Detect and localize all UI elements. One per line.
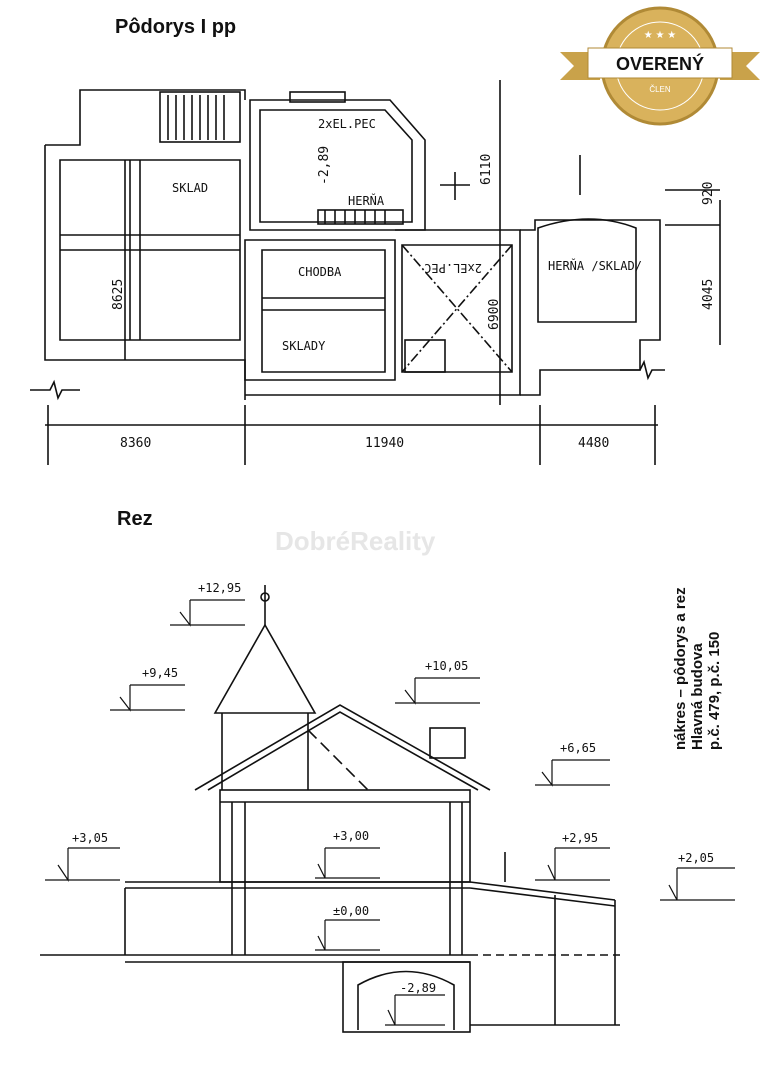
dim-920: 920 [701,181,716,205]
dim-minus-289-plan: -2,89 [317,145,332,185]
room-label-pec-top: 2xEL.PEC [318,117,376,131]
room-label-sklad: SKLAD [172,181,209,195]
room-label-sklady: SKLADY [282,339,326,353]
dim-8360: 8360 [120,436,152,451]
level-000: ±0,00 [333,904,370,918]
section-drawing [40,585,620,1032]
badge-seal-icon [560,4,760,128]
room-label-pec-mid: 2xEL.PEC [424,261,482,275]
level-205: +2,05 [678,851,715,865]
room-label-chodba: CHODBA [298,265,342,279]
level-minus-289: -2,89 [400,981,437,995]
level-665: +6,65 [560,741,597,755]
level-1295: +12,95 [198,581,242,595]
side-note-line-3: p.č. 479, p.č. 150 [706,631,723,750]
room-label-herna-sklad: HERŇA /SKLAD/ [548,259,642,273]
badge-sub-text: ČLEN [649,85,671,94]
verified-member-badge [560,4,760,128]
dim-6110: 6110 [479,153,494,185]
dim-4045: 4045 [701,278,716,310]
section-title: Rez [117,508,153,530]
dim-11940: 11940 [365,436,405,451]
level-295: +2,95 [562,831,599,845]
plan-title: Pôdorys I pp [115,16,237,38]
side-note-line-2: Hlavná budova [689,643,706,750]
level-945: +9,45 [142,666,179,680]
watermark-text: DobréReality [275,526,436,556]
level-1005: +10,05 [425,659,469,673]
side-note-line-1: nákres – pôdorys a rez [672,587,689,750]
level-300: +3,00 [333,829,370,843]
dim-8625: 8625 [111,278,126,310]
dim-6900: 6900 [487,298,502,330]
dim-4480: 4480 [578,436,610,451]
level-305: +3,05 [72,831,109,845]
room-label-herna: HERŇA [348,194,385,208]
side-note [672,520,760,750]
badge-main-text: OVERENÝ [615,54,705,74]
badge-stars: ★ ★ ★ [643,30,677,41]
